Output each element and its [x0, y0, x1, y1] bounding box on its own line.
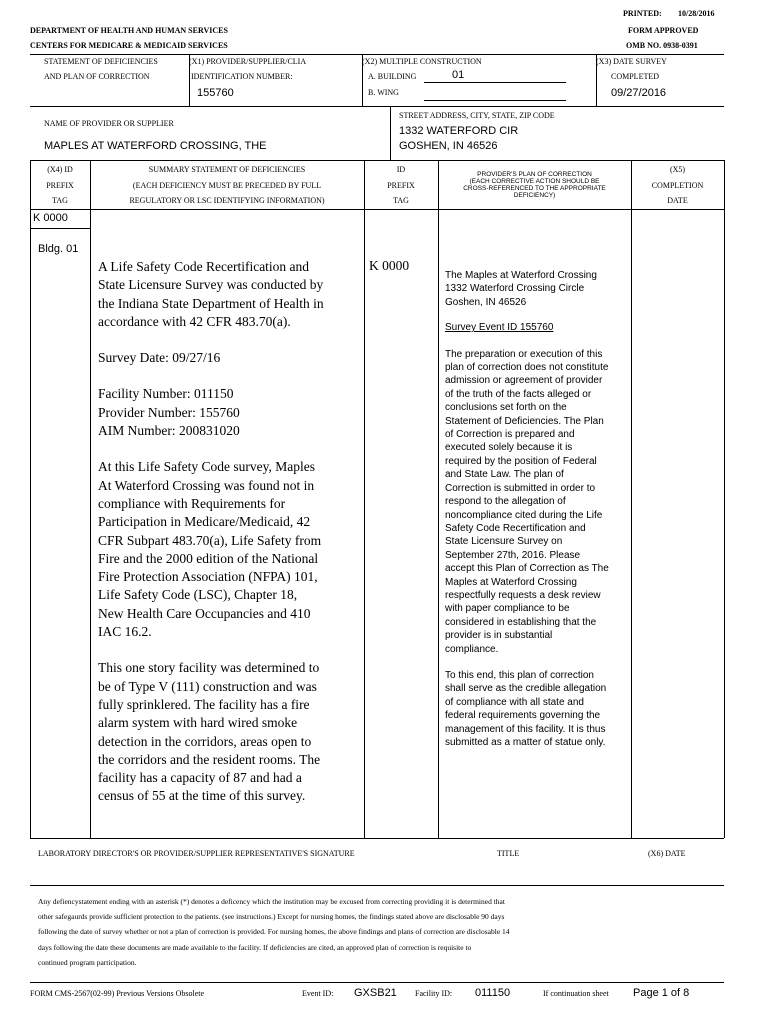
col-plan-line-1: PROVIDER'S PLAN OF CORRECTION: [477, 171, 592, 178]
disclaimer-line: days following the date these documents are made available to the facility. If deficiencies are cited, an approved plan of correction is requisite to: [38, 942, 472, 952]
wing-label: B. WING: [368, 88, 399, 97]
centers-name: CENTERS FOR MEDICARE & MEDICAID SERVICES: [30, 41, 228, 50]
rule: [30, 54, 724, 55]
summary-paragraph: This one story facility was determined to be of Type V (111) construction and was fully sprinklered. The facility has a fire alarm system with hard wired smoke detection in the corridors, areas open to the corridors and the resident rooms. The facility has a capacity of 87 and had a census of 55 at the time of this survey.: [98, 660, 321, 804]
facility-id-label: Facility ID:: [415, 989, 453, 998]
col-plan-header: [438, 171, 631, 199]
col-tag: TAG: [52, 196, 68, 205]
correction-paragraph: To this end, this plan of correction shall serve as the credible allegation of compliance with all state and federal requirements governing the management of this facility. It is thus submitted as a matter of statue only.: [445, 669, 607, 748]
rule: [30, 160, 31, 838]
summary-paragraph: Survey Date: 09/27/16: [98, 350, 221, 366]
disclaimer-line: Any defiencystatement ending with an asterisk (*) denotes a deficency which the institution may be excused from correcting providing it is determined that: [38, 897, 505, 906]
provider-id-value: 155760: [197, 87, 234, 99]
continuation-label: If continuation sheet: [543, 989, 609, 998]
rule: [631, 160, 632, 838]
address-label: STREET ADDRESS, CITY, STATE, ZIP CODE: [399, 111, 555, 120]
statement-label: STATEMENT OF DEFICIENCIES: [44, 57, 158, 66]
rule: [30, 982, 724, 983]
mid-tag: K 0000: [369, 258, 410, 273]
correction-event-id: Survey Event ID 155760: [445, 322, 554, 334]
left-tag: K 0000: [33, 212, 68, 224]
plan-of-correction: [445, 269, 629, 762]
correction-address: The Maples at Waterford Crossing 1332 Waterford Crossing Circle Goshen, IN 46526: [445, 270, 597, 308]
statement-label-2: AND PLAN OF CORRECTION: [44, 72, 150, 81]
department-name: DEPARTMENT OF HEALTH AND HUMAN SERVICES: [30, 26, 228, 35]
rule: [364, 160, 365, 838]
rule: [30, 106, 724, 107]
x6-date-label: (X6) DATE: [648, 849, 686, 858]
col-date: DATE: [667, 196, 688, 205]
event-id-value: GXSB21: [354, 987, 397, 999]
col-summary-line-2: (EACH DEFICIENCY MUST BE PRECEDED BY FULL: [132, 181, 322, 190]
col-prefix: PREFIX: [46, 181, 74, 190]
summary-paragraph: At this Life Safety Code survey, Maples At Waterford Crossing was found not in compliance with Requirements for Participation in Medicare/Medicaid, 42 CFR Subpart 483.70(a), Life Safety from Fire and the 2000 edition of the National Fire Protection Association (NFPA) 101, Life Safety Code (LSC), Chapter 18, New Health Care Occupancies and 410 IAC 16.2.: [98, 459, 322, 640]
provider-name-value: MAPLES AT WATERFORD CROSSING, THE: [44, 140, 267, 152]
x1-label: (X1) PROVIDER/SUPPLIER/CLIA: [189, 57, 307, 66]
x2-label: (X2) MULTIPLE CONSTRUCTION: [362, 57, 482, 66]
x3-label: (X3) DATE SURVEY: [596, 57, 667, 66]
printed-label: PRINTED:: [623, 9, 662, 18]
rule: [90, 160, 91, 838]
wing-underline: [424, 100, 566, 101]
col-plan-line-3: CROSS-REFERENCED TO THE APPROPRIATE: [463, 185, 606, 192]
disclaimer-line: following the date of survey whether or not a plan of correction is provided. For nursing homes, the above findings and plans of correction are disclosable 14: [38, 927, 510, 937]
rule: [30, 209, 724, 210]
form-approved: FORM APPROVED: [628, 26, 699, 35]
building-underline: [424, 82, 566, 83]
summary-paragraph: A Life Safety Code Recertification and State Licensure Survey was conducted by the Indiana State Department of Health in accordance with 42 CFR 483.70(a).: [98, 259, 324, 329]
event-id-label: Event ID:: [302, 989, 334, 998]
rule: [30, 228, 90, 229]
rule: [30, 885, 724, 886]
disclaimer-line: continued program participation.: [38, 957, 137, 967]
col-summary-line-3: REGULATORY OR LSC IDENTIFYING INFORMATION): [129, 196, 325, 205]
x1-sub-label: IDENTIFICATION NUMBER:: [191, 72, 293, 81]
col-plan-line-4: DEFICIENCY): [513, 192, 556, 199]
building-tag: Bldg. 01: [38, 243, 79, 255]
page-number: Page 1 of 8: [633, 987, 690, 999]
col-id: ID: [396, 165, 406, 174]
col-x5: (X5): [669, 165, 686, 174]
col-completion: COMPLETION: [651, 181, 704, 190]
omb-number: OMB NO. 0938-0391: [626, 41, 698, 50]
rule: [390, 106, 391, 160]
correction-paragraph: The preparation or execution of this plan of correction does not constitute admission or agreement of provider of the truth of the facts alleged or conclusions set forth on the Statement of Deficiencies. The Plan of Correction is prepared and executed solely because it is required by the position of Federal and State Law. The plan of Correction is submitted in order to respond to the allegation of noncompliance cited during the Life Safety Code Recertification and State Licensure Survey on September 27th, 2016. Please accept this Plan of Correction as The Maples at Waterford Crossing respectfully requests a desk review with paper compliance to be considered in establishing that the provider is in substantial compliance.: [445, 348, 609, 655]
rule: [438, 160, 439, 838]
survey-date-value: 09/27/2016: [611, 87, 667, 99]
rule: [30, 838, 724, 839]
form-number: FORM CMS-2567(02-99) Previous Versions Obsolete: [30, 989, 205, 998]
address-line-1: 1332 WATERFORD CIR: [399, 125, 519, 137]
col-tag-2: TAG: [393, 196, 409, 205]
col-prefix-2: PREFIX: [387, 181, 415, 190]
x3-sub-label: COMPLETED: [611, 72, 659, 81]
summary-paragraph: Facility Number: 011150 Provider Number: 155760 AIM Number: 200831020: [98, 386, 240, 439]
disclaimer: [38, 894, 718, 970]
address-line-2: GOSHEN, IN 46526: [399, 140, 498, 152]
title-label: TITLE: [497, 849, 520, 858]
disclaimer-line: other safegaurds provide sufficient protection to the patients. (see instructions.) Except for nursing homes, the findings stated above are disclosable 90 days: [38, 912, 505, 922]
signature-label: LABORATORY DIRECTOR'S OR PROVIDER/SUPPLIER REPRESENTATIVE'S SIGNATURE: [38, 849, 355, 858]
rule: [30, 160, 724, 161]
col-summary-title: SUMMARY STATEMENT OF DEFICIENCIES: [148, 165, 306, 174]
rule: [724, 160, 725, 838]
printed-date: 10/28/2016: [678, 9, 715, 18]
building-value: 01: [452, 69, 465, 81]
building-label: A. BUILDING: [368, 72, 417, 81]
col-plan-line-2: (EACH CORRECTIVE ACTION SHOULD BE: [469, 178, 600, 185]
summary-statement: [98, 258, 362, 824]
facility-id-value: 011150: [475, 987, 511, 999]
col-x4-id: (X4) ID: [47, 165, 73, 174]
provider-name-label: NAME OF PROVIDER OR SUPPLIER: [44, 119, 174, 128]
